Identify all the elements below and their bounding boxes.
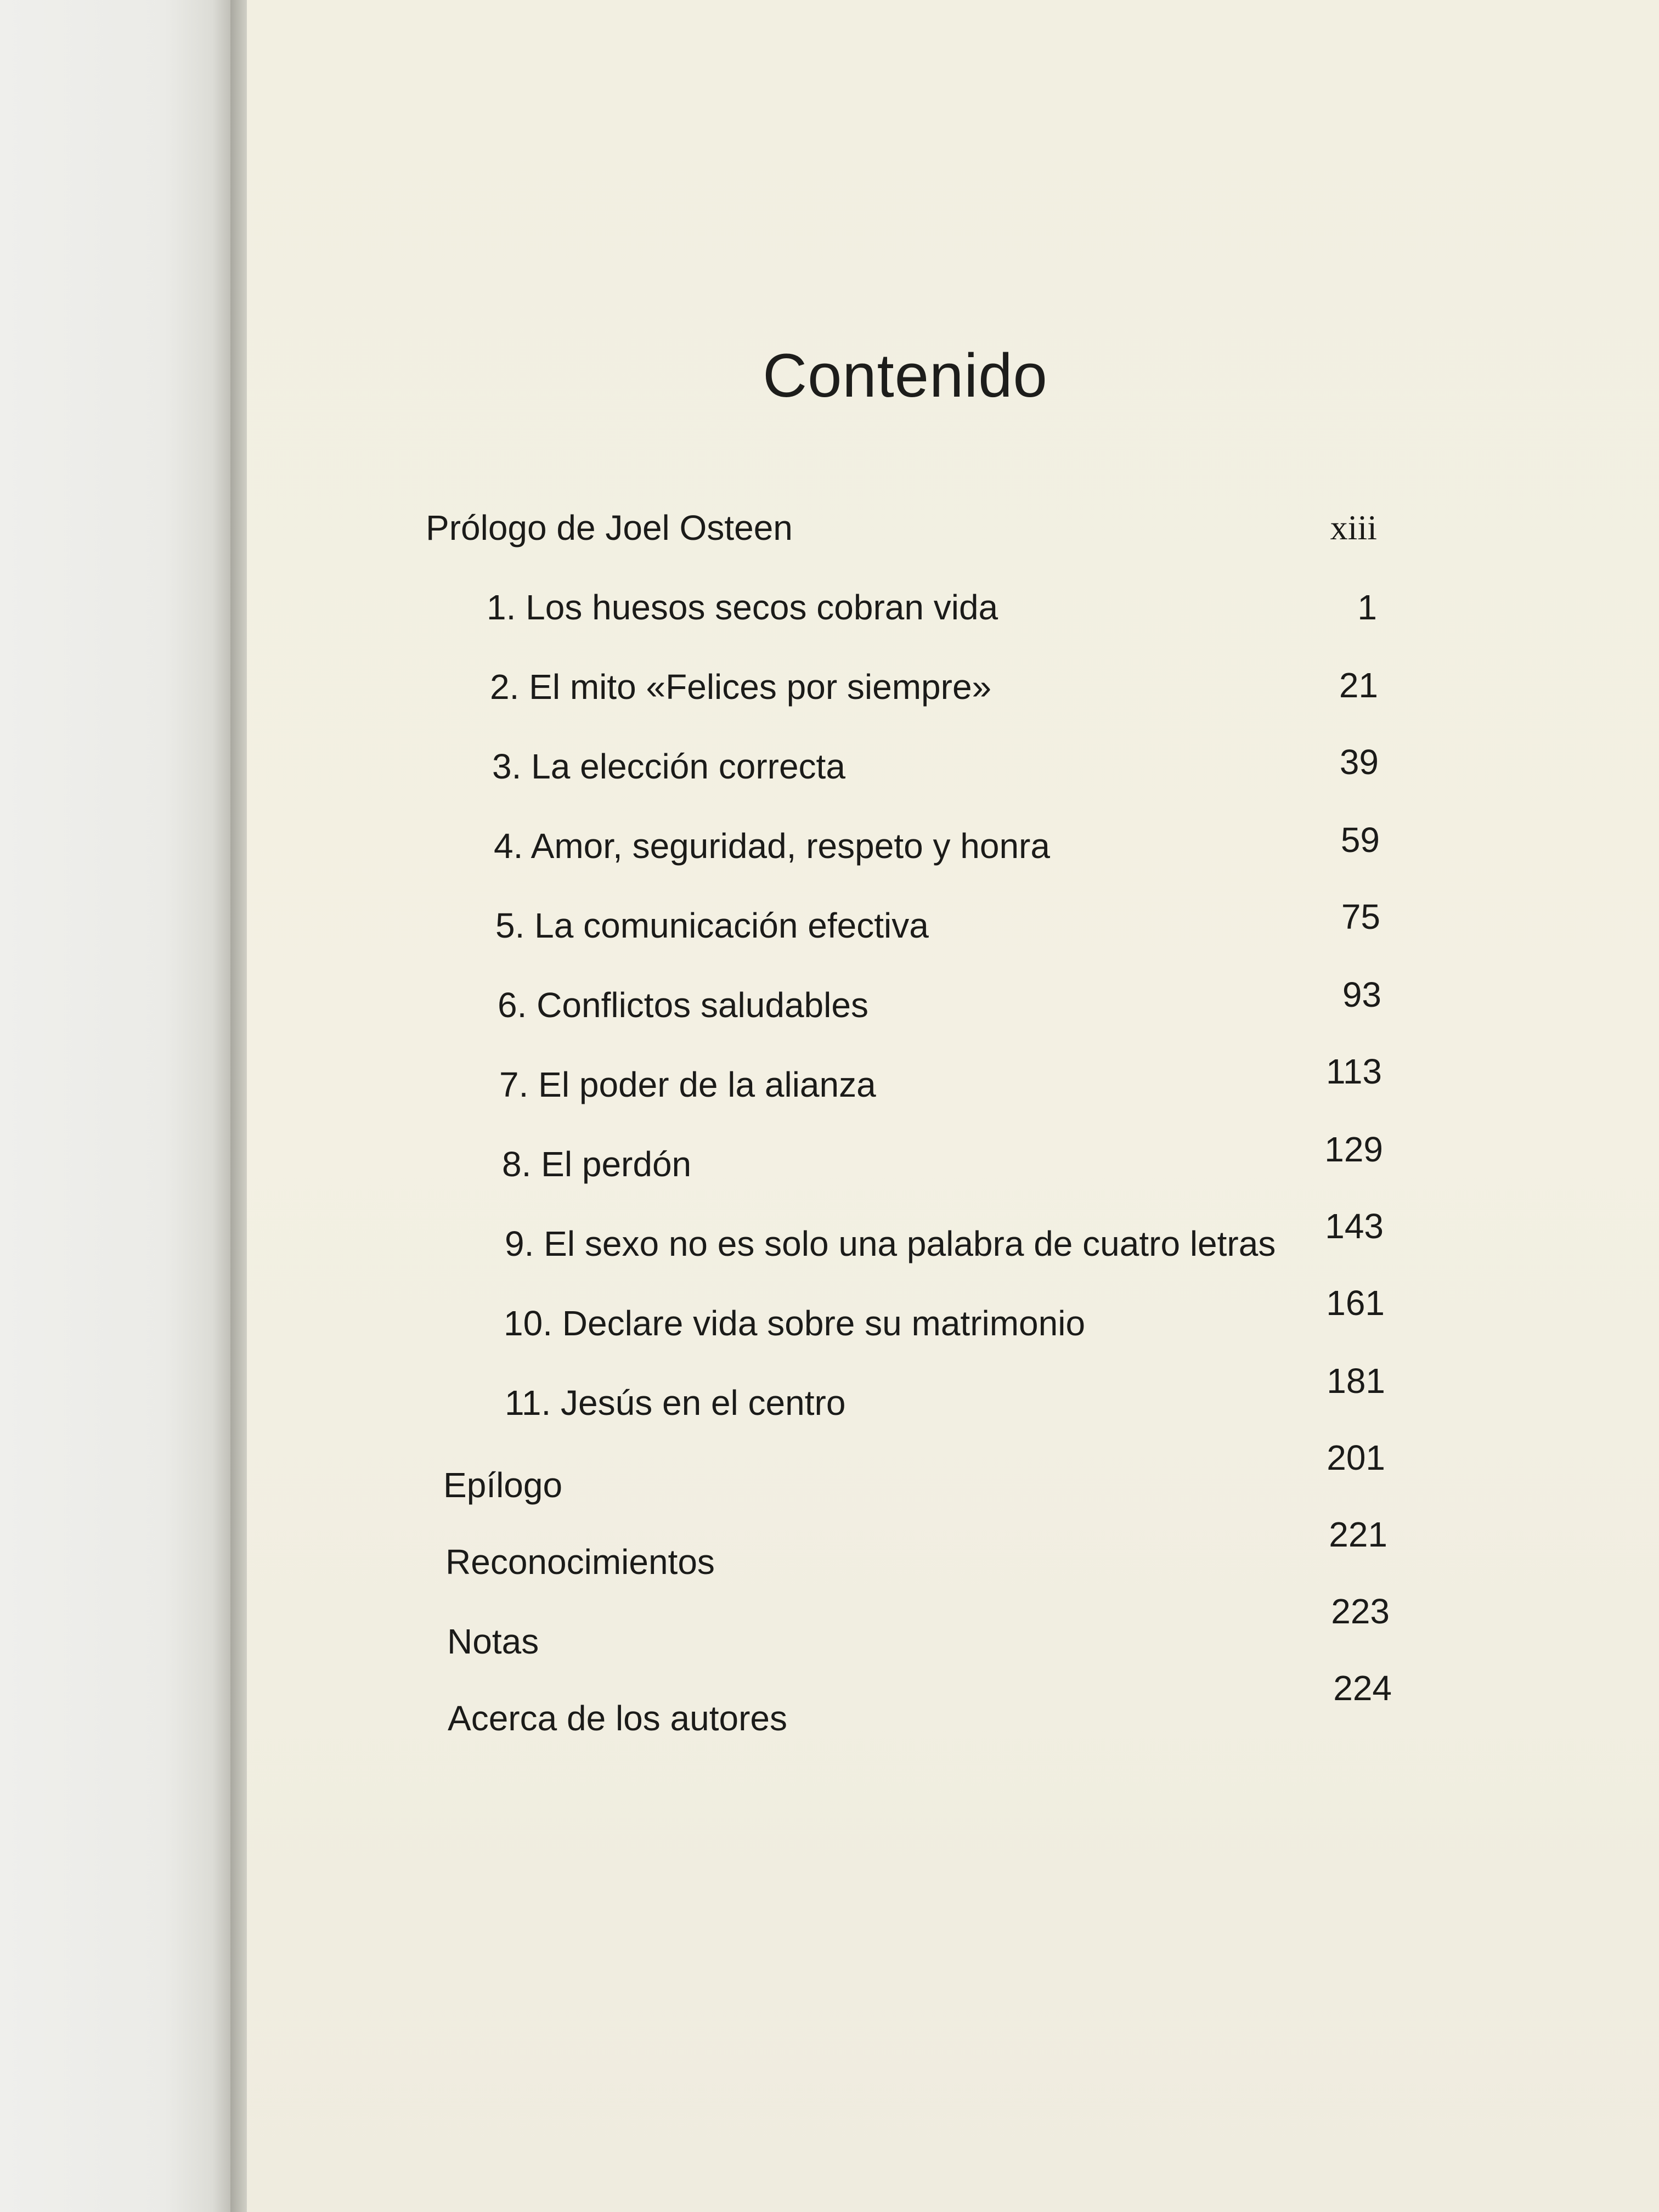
toc-page-number: 75 <box>1341 897 1380 936</box>
toc-page-number: 181 <box>1327 1361 1385 1401</box>
toc-page-number: 161 <box>1326 1283 1385 1323</box>
toc-page-number: 113 <box>1325 1052 1382 1091</box>
toc-entry-chapter: 11. Jesús en el centro <box>505 1383 846 1423</box>
page-title: Contenido <box>763 341 1048 410</box>
toc-page-prologue: xiii <box>1330 508 1377 547</box>
toc-page-number: 201 <box>1327 1438 1385 1477</box>
toc-entry-backmatter: Reconocimientos <box>445 1542 715 1582</box>
toc-page-number: 143 <box>1325 1206 1384 1246</box>
toc-entry-backmatter: Epílogo <box>443 1465 563 1505</box>
toc-entry-chapter: 6. Conflictos saludables <box>498 985 868 1025</box>
toc-entry-chapter: 3. La elección correcta <box>492 747 845 786</box>
toc-page-number: 59 <box>1340 820 1380 860</box>
toc-entry-chapter: 1. Los huesos secos cobran vida <box>487 588 998 627</box>
toc-page-number: 21 <box>1339 665 1378 705</box>
toc-entry-chapter: 10. Declare vida sobre su matrimonio <box>504 1304 1086 1343</box>
toc-page-number: 93 <box>1342 975 1381 1014</box>
toc-entry-chapter: 5. La comunicación efectiva <box>495 906 929 945</box>
toc-entry-backmatter: Notas <box>447 1622 539 1661</box>
toc-entry-backmatter: Acerca de los autores <box>448 1699 787 1738</box>
toc-entry-chapter: 7. El poder de la alianza <box>499 1065 876 1104</box>
toc-page-number: 129 <box>1324 1130 1383 1169</box>
toc-page-number: 221 <box>1329 1515 1387 1554</box>
toc-entry-prologue: Prólogo de Joel Osteen <box>426 508 793 548</box>
toc-entry-chapter: 4. Amor, seguridad, respeto y honra <box>494 826 1050 866</box>
toc-entry-chapter: 2. El mito «Felices por siempre» <box>490 667 992 707</box>
toc-entry-chapter: 9. El sexo no es solo una palabra de cuatro letras <box>505 1224 1276 1263</box>
toc-page-number: 39 <box>1339 742 1379 782</box>
toc-page-number: 223 <box>1331 1592 1390 1631</box>
right-page <box>247 0 1659 2212</box>
toc-page-number: 1 <box>1357 588 1377 627</box>
toc-entry-chapter: 8. El perdón <box>502 1144 692 1184</box>
toc-page-number: 224 <box>1333 1668 1392 1708</box>
left-page <box>0 0 236 2212</box>
